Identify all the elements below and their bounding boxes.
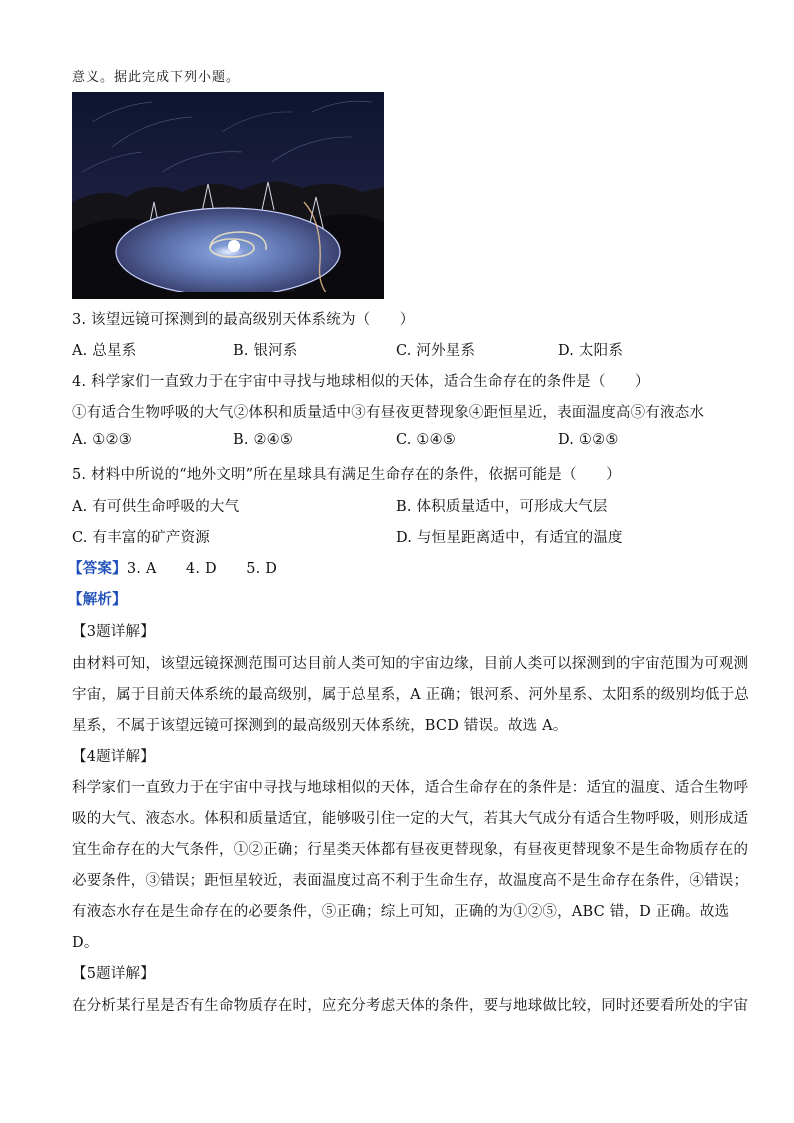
detail-3-line: 宇宙，属于目前天体系统的最高级别，属于总星系，A 正确；银河系、河外星系、太阳系的级别均低于总	[72, 687, 749, 703]
q5-option-d: D. 与恒星距离适中，有适宜的温度	[396, 530, 623, 546]
detail-4-line: 必要条件，③错误；距恒星较近，表面温度过高不利于生命生存，故温度高不是生命存在条件，④错误；	[72, 873, 749, 889]
detail-3-line: 星系，不属于该望远镜可探测到的最高级别天体系统，BCD 错误。故选 A。	[72, 718, 568, 734]
q5-option-b: B. 体积质量适中，可形成大气层	[396, 499, 608, 515]
detail-4-line: 有液态水存在是生命存在的必要条件，⑤正确；综上可知，正确的为①②⑤，ABC 错，D 正确。故选	[72, 904, 730, 920]
detail-4-line: 吸的大气、液态水。体积和质量适宜，能够吸引住一定的大气，若其大气成分有适合生物呼吸，则形成适	[72, 811, 749, 827]
detail-5-heading: 【5题详解】	[72, 966, 155, 982]
detail-3-line: 由材料可知，该望远镜探测范围可达目前人类可知的宇宙边缘，目前人类可以探测到的宇宙范围为可观测	[72, 656, 749, 672]
q4-option-a: A. ①②③	[72, 432, 132, 448]
q3-option-c: C. 河外星系	[396, 343, 476, 359]
detail-5-line: 在分析某行星是否有生命物质存在时，应充分考虑天体的条件，要与地球做比较，同时还要看所处的宇宙	[72, 998, 749, 1014]
q5-option-c: C. 有丰富的矿产资源	[72, 530, 210, 546]
q3-option-b: B. 银河系	[233, 343, 298, 359]
q3-option-a: A. 总星系	[72, 343, 137, 359]
analysis-label: 【解析】	[68, 591, 127, 608]
detail-4-line: D。	[72, 935, 99, 951]
detail-3-heading: 【3题详解】	[72, 624, 155, 640]
intro-text: 意义。据此完成下列小题。	[72, 70, 241, 85]
q4-option-d: D. ①②⑤	[558, 432, 619, 448]
q3-option-d: D. 太阳系	[558, 343, 624, 359]
q4-option-b: B. ②④⑤	[233, 432, 294, 448]
detail-4-line: 科学家们一直致力于在宇宙中寻找与地球相似的天体，适合生命存在的条件是：适宜的温度、适合生物呼	[72, 780, 749, 796]
answer-line	[68, 557, 277, 578]
question-3-stem: 3. 该望远镜可探测到的最高级别天体系统为（ ）	[72, 312, 415, 328]
q4-conditions: ①有适合生物呼吸的大气②体积和质量适中③有昼夜更替现象④距恒星近，表面温度高⑤有液态水	[72, 405, 705, 421]
q4-option-c: C. ①④⑤	[396, 432, 456, 448]
answer-label: 【答案】	[68, 560, 127, 577]
detail-4-heading: 【4题详解】	[72, 749, 155, 765]
q5-option-a: A. 有可供生命呼吸的大气	[72, 499, 240, 515]
telescope-photo	[72, 92, 384, 299]
detail-4-line: 宜生命存在的大气条件，①②正确；行星类天体都有昼夜更替现象，有昼夜更替现象不是生命物质存在的	[72, 842, 749, 858]
answer-text: 3. A 4. D 5. D	[126, 561, 278, 577]
question-5-stem: 5. 材料中所说的“地外文明”所在星球具有满足生命存在的条件，依据可能是（ ）	[72, 467, 621, 483]
question-4-stem: 4. 科学家们一直致力于在宇宙中寻找与地球相似的天体，适合生命存在的条件是（ ）	[72, 374, 650, 390]
